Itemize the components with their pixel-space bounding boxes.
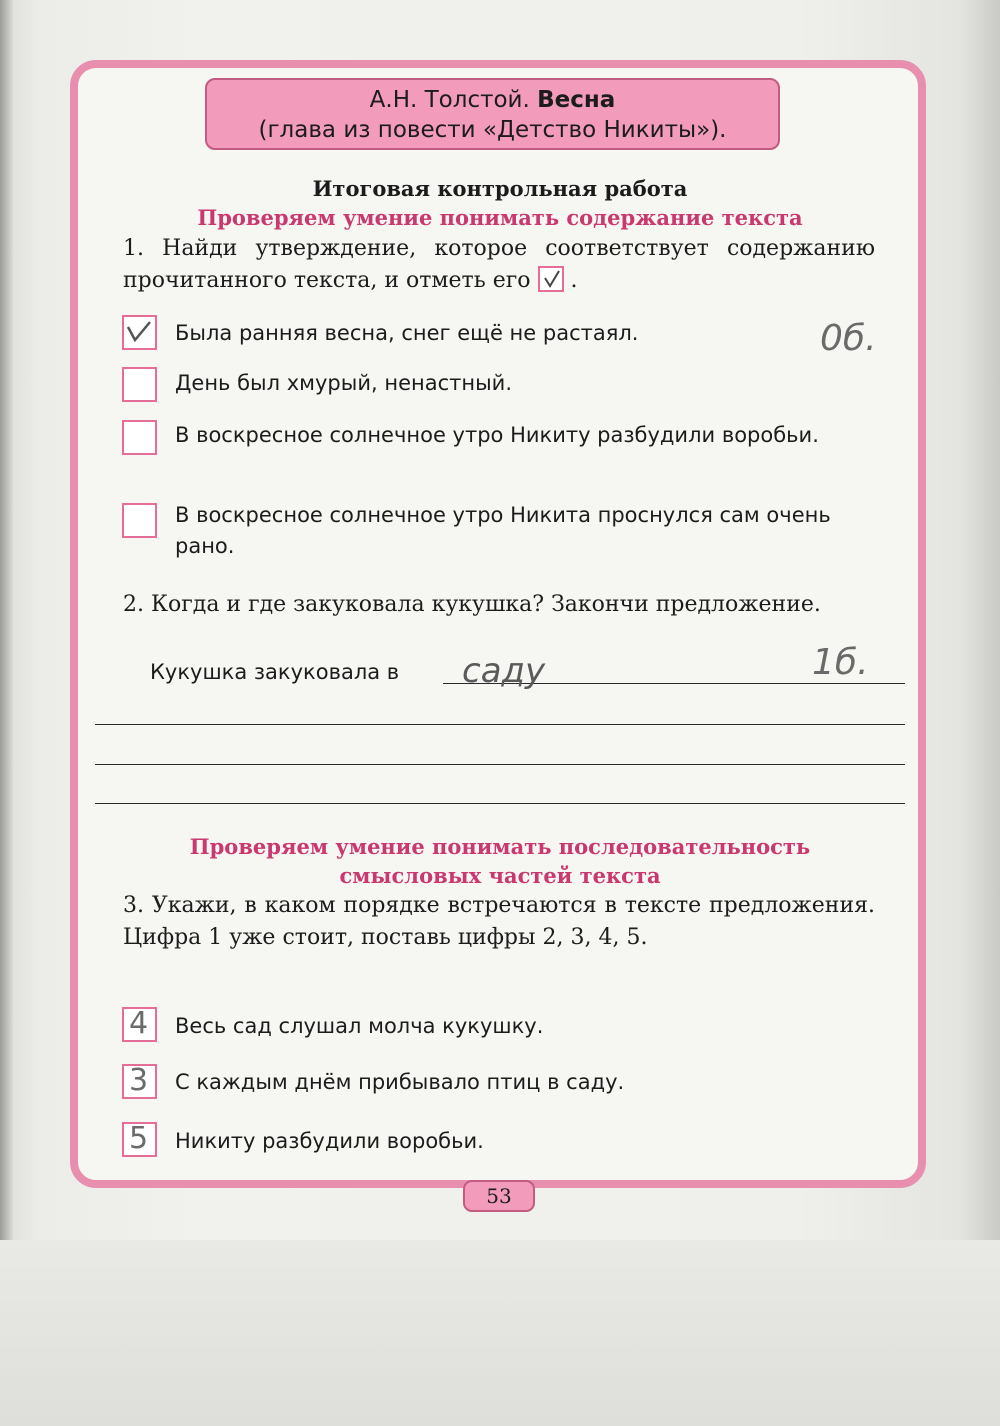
option1-text: Была ранняя весна, снег ещё не растаял.	[175, 321, 639, 345]
option2-checkbox[interactable]	[122, 367, 157, 402]
order-item-1-text: Весь сад слушал молча кукушку.	[175, 1014, 544, 1038]
work-title: Итоговая контрольная работа	[312, 176, 688, 201]
task2-score: 1б.	[812, 642, 869, 683]
section2-heading-line1: Проверяем умение понимать последовательность	[189, 834, 811, 859]
order-item-3-text: Никиту разбудили воробьи.	[175, 1129, 484, 1153]
option4-checkbox[interactable]	[122, 503, 157, 538]
task2-answer[interactable]: саду	[462, 651, 546, 691]
story-title: Весна	[537, 87, 616, 113]
page-edge-shadow	[0, 0, 14, 1426]
order-box-2[interactable]	[122, 1064, 157, 1099]
answer-line-3	[95, 764, 905, 765]
handwritten-check-icon	[124, 317, 155, 348]
task1-question	[123, 233, 875, 297]
task3-question: 3. Укажи, в каком порядке встречаются в тексте предложения. Цифра 1 уже стоит, поставь цифры 2, 3, 4, 5.	[123, 893, 875, 950]
answer-line-4	[95, 803, 905, 804]
section1-heading: Проверяем умение понимать содержание текста	[197, 205, 803, 230]
order-number-3: 5	[129, 1121, 149, 1156]
order-box-3[interactable]	[122, 1122, 157, 1157]
task1-period: .	[570, 268, 578, 293]
option1-checkbox[interactable]	[122, 315, 157, 350]
order-number-1: 4	[129, 1006, 149, 1041]
order-number-2: 3	[129, 1063, 149, 1098]
task2-sentence-start: Кукушка закуковала в	[150, 660, 400, 684]
task2-question: 2. Когда и где закуковала кукушка? Закончи предложение.	[123, 592, 821, 617]
author: А.Н. Толстой.	[369, 87, 530, 113]
section2-heading-line2: смысловых частей текста	[339, 863, 661, 888]
lesson-title-box	[205, 78, 780, 150]
page-bottom-area	[0, 1240, 1000, 1426]
checkmark-sample-icon	[538, 266, 564, 292]
page-number: 53	[463, 1180, 535, 1212]
option3-text: В воскресное солнечное утро Никиту разбудили воробьи.	[175, 423, 819, 447]
task1-score: 0б.	[820, 318, 877, 359]
title-line-1	[207, 85, 778, 115]
task1-text: 1. Найди утверждение, которое соответствует содержанию прочитанного текста, и отметь его	[123, 236, 875, 293]
option3-checkbox[interactable]	[122, 420, 157, 455]
order-item-2-text: С каждым днём прибывало птиц в саду.	[175, 1070, 625, 1094]
answer-line-2	[95, 724, 905, 725]
story-subtitle: (глава из повести «Детство Никиты»).	[258, 117, 727, 143]
option4-text: В воскресное солнечное утро Никита проснулся сам очень рано.	[175, 503, 831, 558]
order-box-1[interactable]	[122, 1007, 157, 1042]
option2-text: День был хмурый, ненастный.	[175, 371, 513, 395]
